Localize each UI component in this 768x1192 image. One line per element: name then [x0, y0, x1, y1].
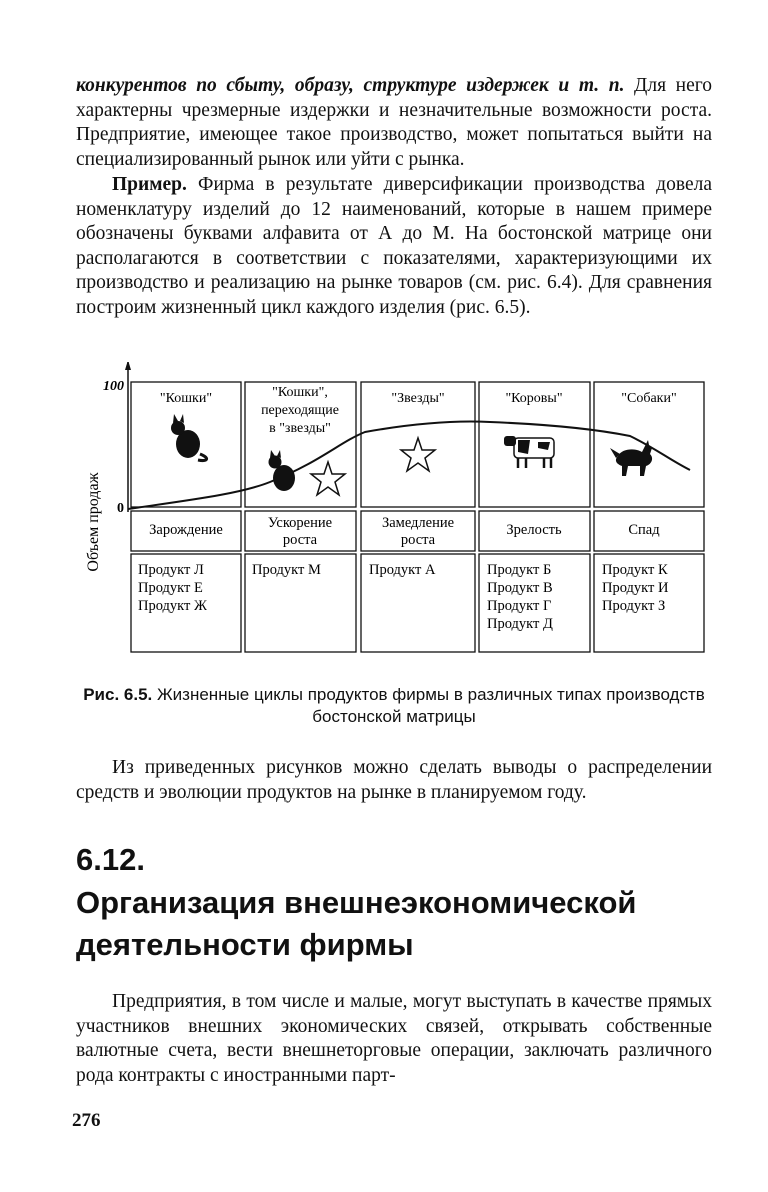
example-label: Пример. — [112, 174, 187, 195]
type-label-cats-stars-1: "Кошки", — [272, 385, 328, 400]
product-item: Продукт В — [487, 580, 553, 596]
cow-icon — [504, 436, 554, 468]
cat-icon — [171, 414, 207, 461]
example-text: Фирма в результате диверсификации производства довела номенклатуру изделий до 12 наименований, которые в нашем примере обозначены буквами алфавита от А до М. На бостонской матрице они располагаются в соответствии с показателями, характеризующими их производство и реализацию на рынке товаров (см. рис. 6.4). Для сравнения построим жизненный цикл каждого изделия (рис. 6.5). — [76, 174, 712, 318]
product-item: Продукт Л — [138, 562, 204, 578]
stage-label-decline: Спад — [628, 522, 660, 538]
y-axis-label: Объем продаж — [85, 472, 102, 572]
type-label-cats-stars-3: в "звезды" — [269, 421, 331, 436]
cat-star-icon — [269, 450, 346, 495]
star-icon — [401, 438, 435, 471]
section-title: Организация внешнеэкономической деятельности фирмы — [76, 885, 637, 962]
section-paragraph: Предприятия, в том числе и малые, могут выступать в качестве прямых участников внешних экономических связей, открывать собственные валютные счета, вести внешнеторговые операции, заключать различного рода контракты с иностранными парт- — [76, 991, 712, 1086]
type-label-dogs: "Собаки" — [621, 391, 677, 406]
product-item: Продукт А — [369, 562, 436, 578]
y-axis-zero: 0 — [117, 501, 124, 516]
product-item: Продукт Е — [138, 580, 203, 596]
product-item: Продукт Д — [487, 616, 553, 632]
lifecycle-figure — [70, 362, 710, 662]
stage-label-acceleration-1: Ускорение — [267, 515, 333, 531]
stage-label-slowdown-2: роста — [400, 532, 436, 548]
stage-label-birth: Зарождение — [149, 522, 223, 538]
stage-label-maturity: Зрелость — [506, 522, 562, 538]
conclusion-paragraph: Из приведенных рисунков можно сделать выводы о распределении средств и эволюции продуктов на рынке в планируемом году. — [76, 757, 712, 803]
intro-text: Для него характерны чрезмерные издержки и незначительные возможности роста. Предприятие, имеющее такое производство, может попытаться выйти на специализированный рынок или уйти с рынка. — [76, 75, 712, 170]
dog-icon — [610, 440, 652, 476]
product-item: Продукт М — [252, 562, 321, 578]
section-number: 6.12. — [76, 842, 145, 877]
product-item: Продукт Б — [487, 562, 552, 578]
caption-label: Рис. 6.5. — [83, 685, 153, 704]
caption-text: Жизненные циклы продуктов фирмы в различных типах производств бостонской матрицы — [152, 685, 705, 726]
product-item: Продукт К — [602, 562, 668, 578]
type-label-stars: "Звезды" — [391, 391, 445, 406]
intro-paragraph — [76, 74, 712, 172]
type-label-cats-stars-2: переходящие — [261, 403, 339, 418]
intro-emphasis: конкурентов по сбыту, образу, структуре издержек и т. п. — [76, 75, 625, 96]
y-axis-top: 100 — [103, 379, 124, 394]
product-item: Продукт Ж — [138, 598, 207, 614]
figure-caption — [76, 684, 712, 728]
example-paragraph — [76, 173, 712, 321]
page-number: 276 — [72, 1110, 101, 1131]
product-item: Продукт З — [602, 598, 666, 614]
stage-label-acceleration-2: роста — [282, 532, 318, 548]
stage-label-slowdown-1: Замедление — [381, 515, 455, 531]
product-item: Продукт Г — [487, 598, 552, 614]
type-label-cows: "Коровы" — [505, 391, 563, 406]
type-label-cats: "Кошки" — [159, 391, 213, 406]
product-item: Продукт И — [602, 580, 669, 596]
